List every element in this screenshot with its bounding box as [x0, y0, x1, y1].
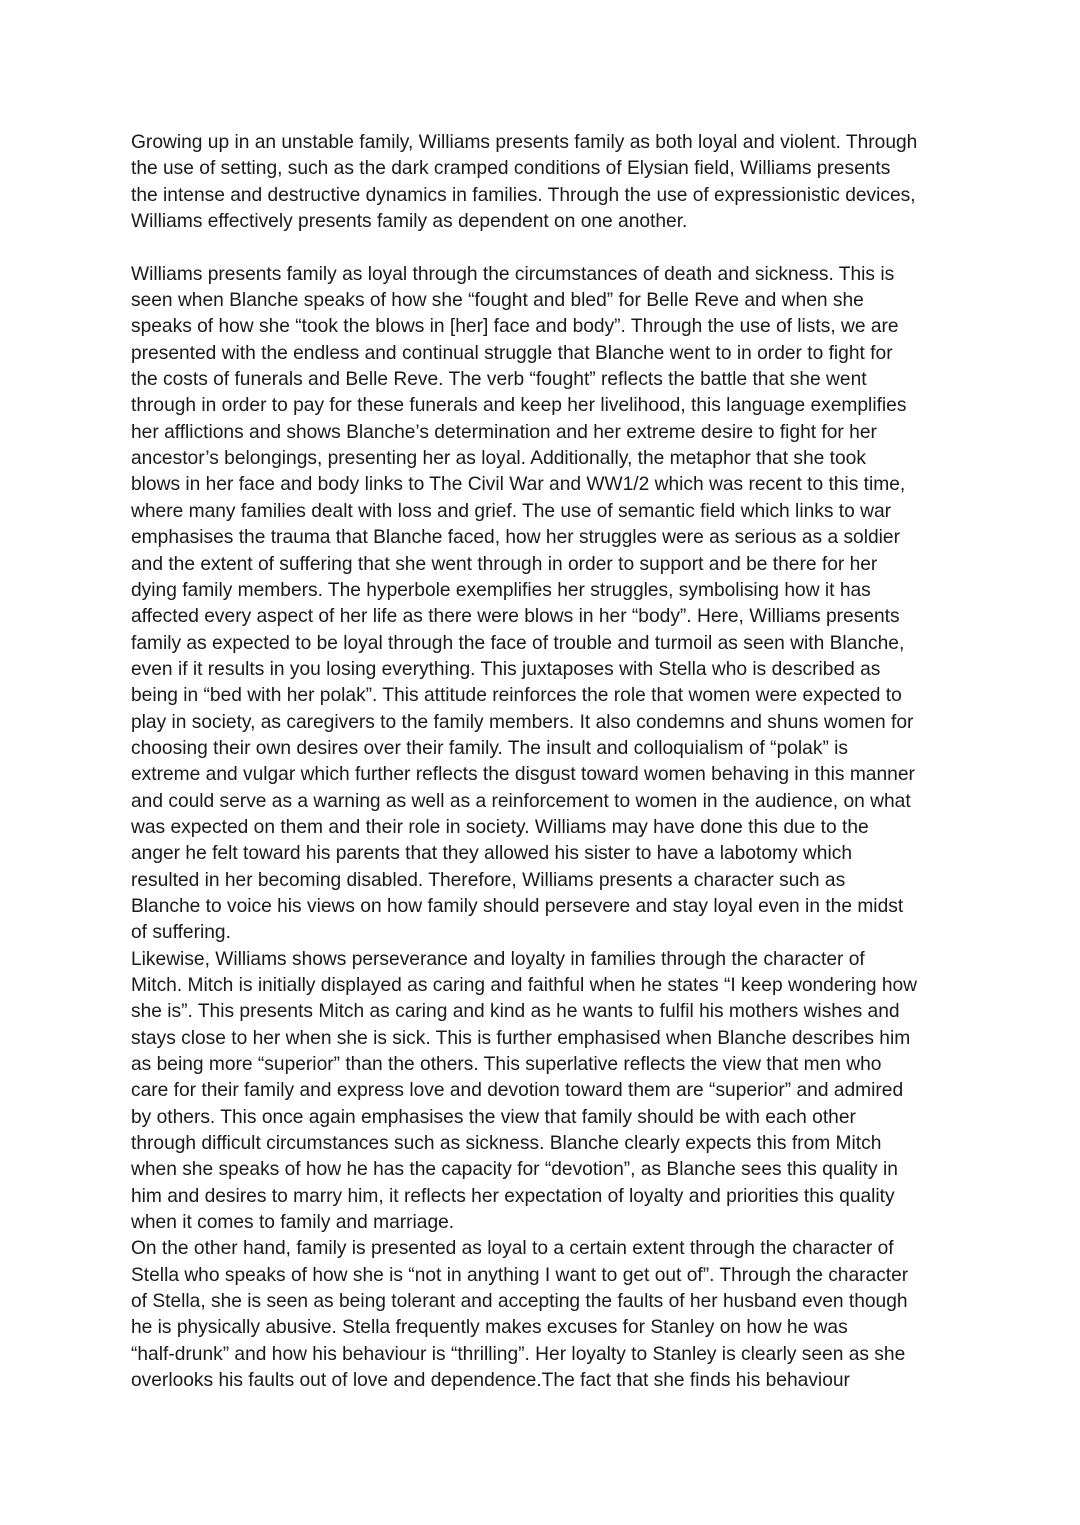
text-line: of Stella, she is seen as being tolerant and accepting the faults of her husband even though	[131, 1291, 908, 1313]
text-line: anger he felt toward his parents that they allowed his sister to have a labotomy which	[131, 843, 852, 865]
text-line: when she speaks of how he has the capacity for “devotion”, as Blanche sees this quality in	[131, 1159, 898, 1181]
blanche-loyalty-paragraph	[131, 262, 1031, 947]
text-line: when it comes to family and marriage.	[131, 1212, 455, 1234]
text-line: family as expected to be loyal through the face of trouble and turmoil as seen with Blanche,	[131, 632, 905, 654]
text-line: by others. This once again emphasises the view that family should be with each other	[131, 1106, 856, 1128]
text-line: through difficult circumstances such as sickness. Blanche clearly expects this from Mitch	[131, 1133, 882, 1155]
text-line: extreme and vulgar which further reflects the disgust toward women behaving in this manner	[131, 764, 915, 786]
text-line: was expected on them and their role in society. Williams may have done this due to the	[131, 816, 869, 838]
text-line: affected every aspect of her life as there were blows in her “body”. Here, Williams presents	[131, 606, 900, 628]
mitch-paragraph	[131, 947, 1031, 1237]
text-line: blows in her face and body links to The Civil War and WW1/2 which was recent to this time,	[131, 474, 906, 496]
text-line: play in society, as caregivers to the family members. It also condemns and shuns women for	[131, 711, 914, 733]
text-line: Williams presents family as loyal through the circumstances of death and sickness. This is	[131, 263, 895, 285]
text-line: as being more “superior” than the others. This superlative reflects the view that men who	[131, 1054, 882, 1076]
text-line: overlooks his faults out of love and dependence.The fact that she finds his behaviour	[131, 1370, 850, 1392]
stella-paragraph	[131, 1236, 1031, 1394]
text-line: care for their family and express love and devotion toward them are “superior” and admired	[131, 1080, 904, 1102]
text-line: On the other hand, family is presented as loyal to a certain extent through the character of	[131, 1238, 894, 1260]
text-line: resulted in her becoming disabled. Therefore, Williams presents a character such as	[131, 869, 846, 891]
text-line: choosing their own desires over their family. The insult and colloquialism of “polak” is	[131, 737, 849, 759]
text-line: Likewise, Williams shows perseverance and loyalty in families through the character of	[131, 948, 865, 970]
text-line: seen when Blanche speaks of how she “fought and bled” for Belle Reve and when she	[131, 290, 864, 312]
text-line: “half-drunk” and how his behaviour is “thrilling”. Her loyalty to Stanley is clearly seen as she	[131, 1343, 906, 1365]
text-line: the use of setting, such as the dark cramped conditions of Elysian field, Williams presents	[131, 158, 891, 180]
text-line: ancestor’s belongings, presenting her as loyal. Additionally, the metaphor that she took	[131, 448, 866, 470]
text-line: stays close to her when she is sick. This is further emphasised when Blanche describes him	[131, 1027, 911, 1049]
text-line: him and desires to marry him, it reflects her expectation of loyalty and priorities this quality	[131, 1185, 895, 1207]
text-line: where many families dealt with loss and grief. The use of semantic field which links to war	[131, 500, 892, 522]
text-line: Stella who speaks of how she is “not in anything I want to get out of”. Through the character	[131, 1264, 909, 1286]
text-line: her afflictions and shows Blanche’s determination and her extreme desire to fight for her	[131, 421, 877, 443]
text-line: dying family members. The hyperbole exemplifies her struggles, symbolising how it has	[131, 579, 871, 601]
text-line: presented with the endless and continual struggle that Blanche went to in order to fight for	[131, 342, 893, 364]
text-line: through in order to pay for these funerals and keep her livelihood, this language exemplifies	[131, 395, 907, 417]
text-line: the intense and destructive dynamics in families. Through the use of expressionistic devices,	[131, 184, 916, 206]
text-line: even if it results in you losing everything. This juxtaposes with Stella who is described as	[131, 658, 881, 680]
text-line: and the extent of suffering that she went through in order to support and be there for her	[131, 553, 878, 575]
text-line: speaks of how she “took the blows in [her] face and body”. Through the use of lists, we are	[131, 316, 899, 338]
intro-paragraph	[131, 130, 1031, 235]
text-line: she is”. This presents Mitch as caring and kind as he wants to fulfil his mothers wishes and	[131, 1001, 900, 1023]
text-line: Mitch. Mitch is initially displayed as caring and faithful when he states “I keep wondering how	[131, 975, 918, 996]
text-line: of suffering.	[131, 922, 231, 944]
text-line: Williams effectively presents family as dependent on one another.	[131, 211, 688, 233]
text-line: Growing up in an unstable family, Williams presents family as both loyal and violent. Through	[131, 132, 918, 153]
text-line: the costs of funerals and Belle Reve. The verb “fought” reflects the battle that she went	[131, 369, 867, 391]
paragraph-gap	[131, 235, 1031, 261]
text-line: emphasises the trauma that Blanche faced, how her struggles were as serious as a soldier	[131, 527, 900, 549]
text-line: being in “bed with her polak”. This attitude reinforces the role that women were expected to	[131, 685, 902, 707]
text-line: Blanche to voice his views on how family should persevere and stay loyal even in the midst	[131, 895, 904, 917]
text-line: and could serve as a warning as well as a reinforcement to women in the audience, on what	[131, 790, 911, 812]
document-page	[131, 130, 1031, 1395]
text-line: he is physically abusive. Stella frequently makes excuses for Stanley on how he was	[131, 1317, 848, 1339]
